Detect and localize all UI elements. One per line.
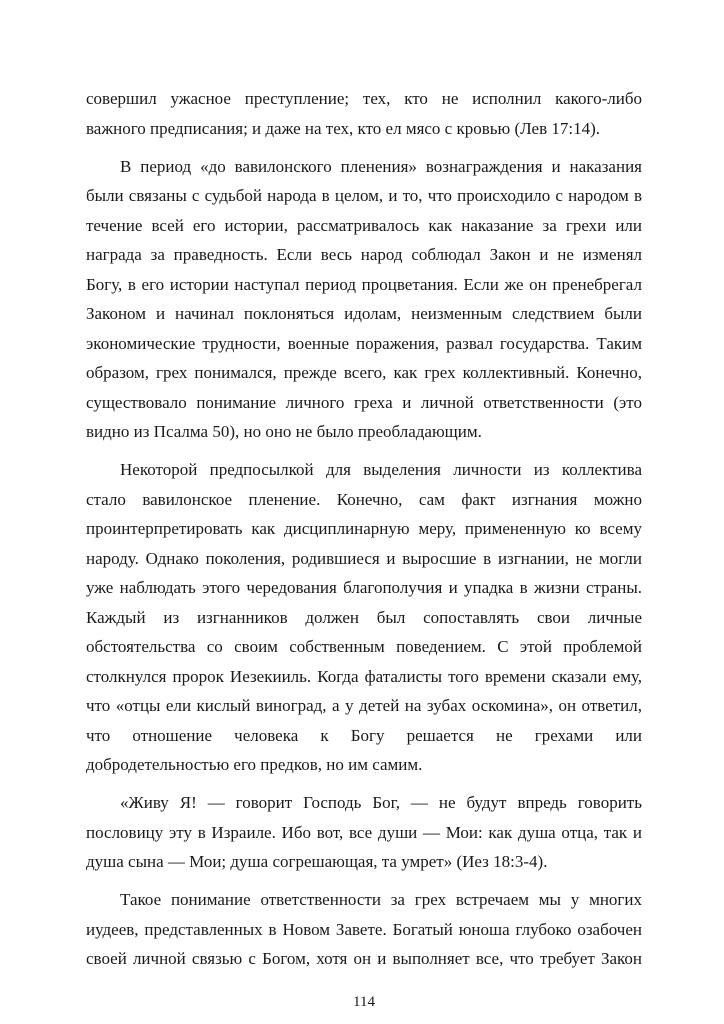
text-line: были связаны с судьбой народа в целом, и то, что происходило с народом в [86,186,642,205]
text-line: стало вавилонское пленение. Конечно, сам факт изгнания можно [86,489,642,509]
text-line: Богу, в его истории наступал период процветания. Если же он пренебрегал [86,274,642,294]
text-line: образом, грех понимался, прежде всего, как грех коллективный. Конечно, [86,363,642,382]
text-line: душа сына — Мои; душа согрешающая, та умрет» (Иез 18:3-4). [86,852,548,871]
text-line: награда за праведность. Если весь народ соблюдал Закон и не изменял [86,245,642,264]
text-line: существовало понимание личного греха и личной ответственности (это [86,392,642,412]
paragraph [86,84,642,143]
document-page [86,0,642,1012]
text-line: течение всей его истории, рассматривалось как наказание за грехи или [86,215,642,235]
text-line: экономические трудности, военные поражения, развал государства. Таким [86,333,642,353]
text-line: столкнулся пророк Иезекииль. Когда фаталисты того времени сказали ему, [86,666,642,686]
text-line: добродетельностью его предков, но им самим. [86,755,423,774]
page-number: 114 [353,993,375,1010]
text-line: видно из Псалма 50), но оно не было преобладающим. [86,422,482,441]
text-line: обстоятельства со своим собственным поведением. С этой проблемой [86,637,642,656]
text-line: совершил ужасное преступление; тех, кто не исполнил какого-либо [86,89,642,108]
text-line: своей личной связью с Богом, хотя он и выполняет все, что требует Закон [86,949,642,968]
paragraph [86,455,642,780]
paragraph [86,152,642,447]
text-line: Каждый из изгнанников должен был сопоставлять свои личные [86,607,642,627]
text-line: иудеев, представленных в Новом Завете. Богатый юноша глубоко озабочен [86,919,642,939]
text-line: Некоторой предпосылкой для выделения личности из коллектива [120,460,642,479]
text-line: пословицу эту в Израиле. Ибо вот, все души — Мои: как душа отца, так и [86,822,642,842]
paragraph [86,885,642,974]
text-line: что «отцы ели кислый виноград, а у детей на зубах оскомина», он ответил, [86,696,642,715]
text-line: проинтерпретировать как дисциплинарную меру, примененную ко всему [86,519,642,538]
text-line: В период «до вавилонского пленения» вознаграждения и наказания [120,156,642,176]
text-line: Такое понимание ответственности за грех встречаем мы у многих [120,890,642,909]
text-line: что отношение человека к Богу решается не грехами или [86,725,642,745]
body-text [86,84,642,974]
text-line: уже наблюдать этого чередования благополучия и упадка в жизни страны. [86,578,642,597]
text-line: «Живу Я! — говорит Господь Бог, — не будут впредь говорить [120,793,642,812]
paragraph [86,788,642,877]
text-line: важного предписания; и даже на тех, кто ел мясо с кровью (Лев 17:14). [86,118,601,138]
text-line: Законом и начинал поклоняться идолам, неизменным следствием были [86,304,642,323]
text-line: народу. Однако поколения, родившиеся и выросшие в изгнании, не могли [86,548,642,568]
